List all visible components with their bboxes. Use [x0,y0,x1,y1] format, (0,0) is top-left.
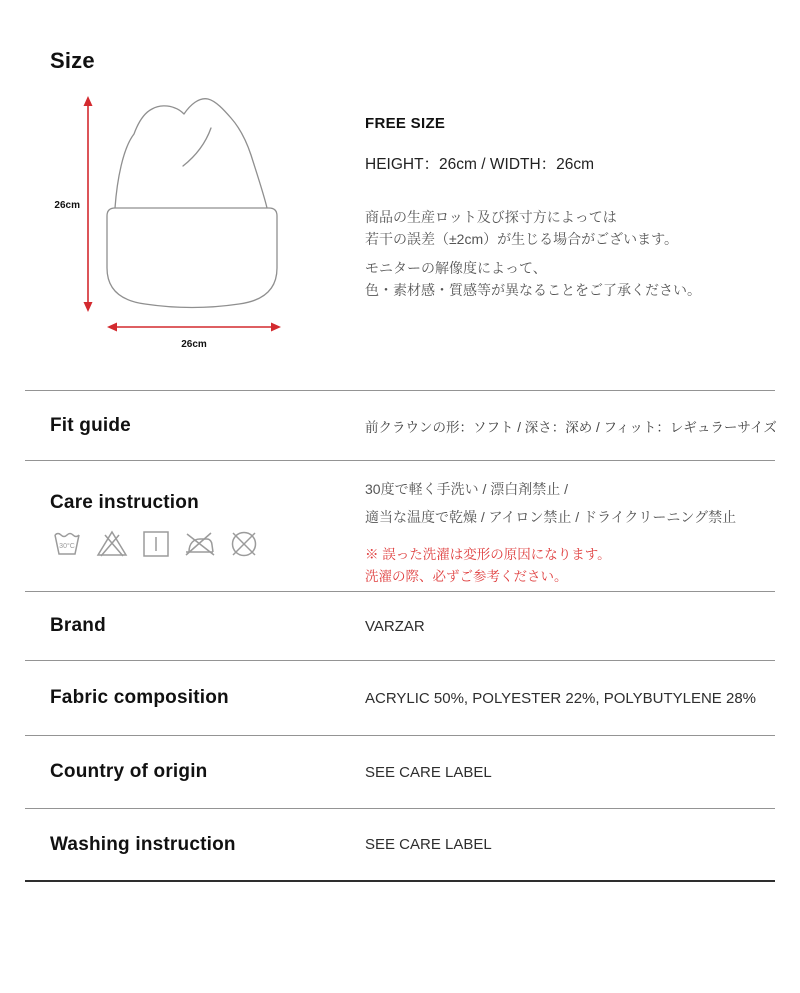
monitor-note-line2: 色・素材感・質感等が異なることをご了承ください。 [365,282,701,298]
country-of-origin-row [25,735,775,808]
no-dry-clean-icon [226,527,262,559]
care-instruction-value [365,461,736,588]
fabric-composition-label: Fabric composition [50,687,229,708]
fabric-composition-value: ACRYLIC 50%, POLYESTER 22%, POLYBUTYLENE 28% [365,689,756,707]
handwash-temp-label: 30°C [59,543,75,550]
care-warning-line1: ※ 誤った洗濯は変形の原因になります。 [365,547,611,562]
fit-guide-row [25,390,775,460]
care-symbol-icons [50,527,365,559]
monitor-note [365,257,701,301]
beanie-size-diagram [40,85,300,360]
free-size-label: FREE SIZE [365,115,446,132]
production-note-line1: 商品の生産ロット及び探寸方によっては [365,209,617,225]
care-instruction-row [25,460,775,591]
washing-instruction-value: SEE CARE LABEL [365,836,492,853]
production-note-line2: 若干の誤差（±2cm）が生じる場合がございます。 [365,231,679,247]
monitor-note-line1: モニターの解像度によって、 [365,260,547,276]
country-of-origin-value: SEE CARE LABEL [365,763,492,781]
care-line-1: 30度で軽く手洗い / 漂白剤禁止 / [365,481,569,497]
care-instruction-label: Care instruction [50,492,199,513]
fit-guide-value: 前クラウンの形：ソフト / 深さ：深め / フィット：レギュラーサイズ [365,419,777,435]
width-dimension-label: 26cm [181,339,207,350]
brand-row [25,591,775,660]
size-section [0,0,800,390]
washing-instruction-row [25,808,775,880]
no-iron-icon [182,527,218,559]
brand-value: VARZAR [365,617,425,635]
production-note [365,206,678,250]
care-warning [365,544,736,588]
drip-dry-icon [138,527,174,559]
handwash-30-icon [50,527,86,559]
fabric-composition-row [25,660,775,735]
no-bleach-icon [94,527,130,559]
beanie-outline-icon [107,99,277,308]
height-dimension-label: 26cm [54,200,80,211]
fit-guide-label: Fit guide [50,414,131,436]
dimensions-text: HEIGHT：26cm / WIDTH：26cm [365,156,595,173]
product-info-table [25,390,775,882]
country-of-origin-label: Country of origin [50,761,208,782]
care-warning-line2: 洗濯の際、必ずご参考ください。 [365,569,568,584]
size-heading: Size [50,48,95,73]
width-arrow [107,323,281,332]
brand-label: Brand [50,615,106,636]
washing-instruction-label: Washing instruction [50,833,236,855]
care-line-2: 適当な温度で乾燥 / アイロン禁止 / ドライクリーニング禁止 [365,509,737,525]
height-arrow [84,96,93,312]
